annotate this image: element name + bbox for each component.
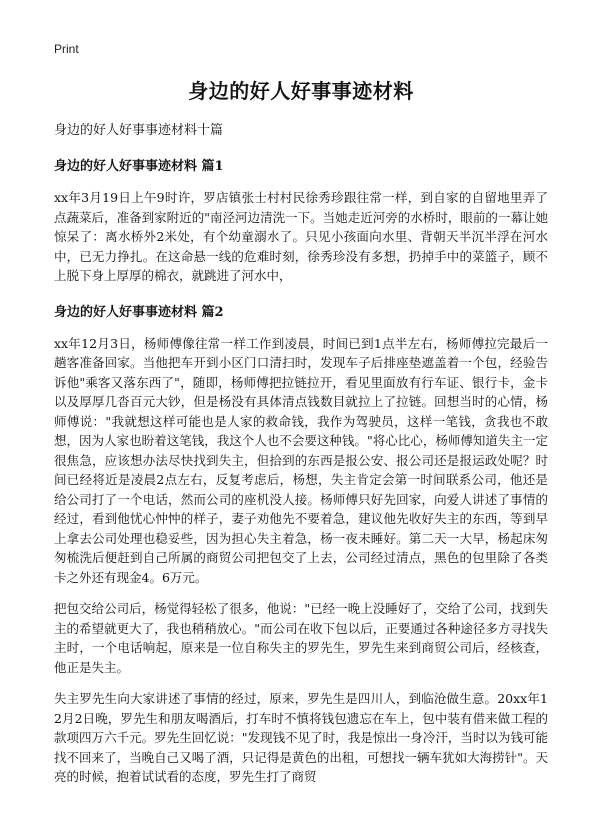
print-label: Print xyxy=(54,42,79,56)
document-subtitle: 身边的好人好事事迹材料十篇 xyxy=(54,123,224,138)
section-2-paragraph-3: 失主罗先生向大家讲述了事情的经过，原来，罗先生是四川人，到临沧做生意。20xx年12月2日晚，罗先生和朋友喝酒后，打车时不慎将钱包遗忘在车上，包中装有借来做工程的款项四万六千元。罗先生回忆说："发现钱不见了时，我是惊出一身冷汗，当时以为钱可能找不回来了，当晚自己又喝了酒，只记得是黄色的出租，可想找一辆车犹如大海捞针"。天亮的时候，抱着试试看的态度，罗先生打了商贸 xyxy=(54,691,548,784)
section-2-paragraph-1: xx年12月3日，杨师傅像往常一样工作到凌晨，时间已到1点半左右，杨师傅拉完最后一趟客准备回家。当他把车开到小区门口清扫时，发现车子后排座垫遮盖着一个包，经验告诉他"乘客又落东西了"，随即，杨师傅把拉链拉开，看见里面放有行车证、银行卡，金卡以及厚厚几沓百元大钞，但是杨没有具体清点钱数目就拉上了拉链。回想当时的心情，杨师傅说："我就想这样可能也是人家的救命钱，我作为驾驶员，这样一笔钱，贪我也不敢想，因为人家也盼着这笔钱，我这个人也不会要这种钱。"将心比心，杨师傅知道失主一定很焦急，应该想办法尽快找到失主，但拾到的东西是报公安、报公司还是报运政处呢？时间已经将近是凌晨2点左右，反复考虑后，杨想，失主肯定会第一时间联系公司，他还是给公司打了一个电话，然而公司的座机没人接。杨师傅只好先回家，向爱人讲述了事情的经过，看到他忧心忡忡的样子，妻子劝他先不要着急，建议他先收好失主的东西，等到早上拿去公司处理也稳妥些，因为担心失主着急，杨一夜未睡好。第二天一大早，杨起床匆匆梳洗后便赶到自己所属的商贸公司把包交了上去，公司经过清点，黑色的包里除了各类卡之外还有现金4。6万元。 xyxy=(54,335,548,585)
section-2-paragraph-2: 把包交给公司后，杨觉得轻松了很多，他说："已经一晚上没睡好了，交给了公司，找到失主的希望就更大了，我也稍稍放心。"而公司在收下包以后，正要通过各种途径多方寻找失主时，一个电话响起，原来是一位自称失主的罗先生，罗先生来到商贸公司后，经核查，他正是失主。 xyxy=(54,601,548,675)
section-heading-2: 身边的好人好事事迹材料 篇2 xyxy=(54,304,224,320)
section-heading-1: 身边的好人好事事迹材料 篇1 xyxy=(54,159,224,174)
section-1-paragraph-1: xx年3月19日上午9时许，罗店镇张士村村民徐秀珍跟往常一样，到自家的自留地里弄了点蔬菜后，准备到家附近的"南泾河边清洗一下。当她走近河旁的水桥时，眼前的一幕让她惊呆了：离水桥外2米处，有个幼童溺水了。只见小孩面向水里、背朝天半沉半浮在河水中，已无力挣扎。在这命悬一线的危难时刻，徐秀珍没有多想，扔掉手中的菜篮子，顾不上脱下身上厚厚的棉衣，就跳进了河水中， xyxy=(54,190,548,283)
page-title: 身边的好人好事事迹材料 xyxy=(188,79,414,103)
